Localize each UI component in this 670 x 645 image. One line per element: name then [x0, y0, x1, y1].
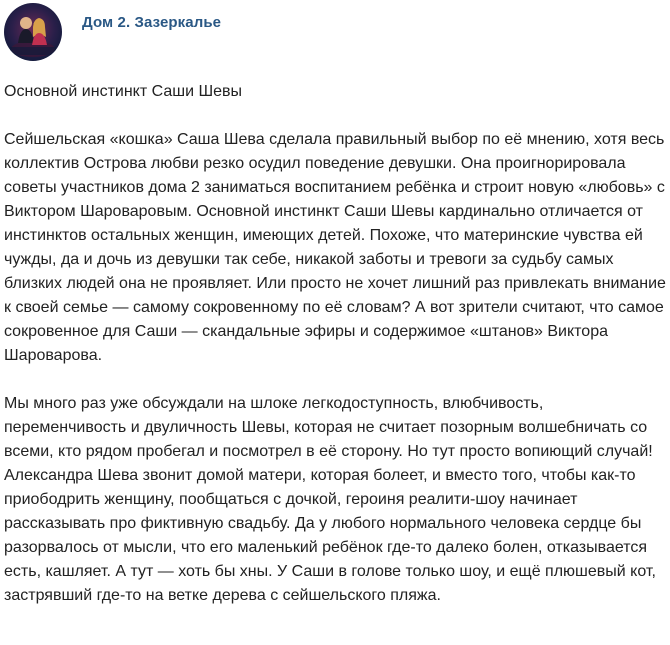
post-paragraph-1: Сейшельская «кошка» Саша Шева сделала правильный выбор по её мнению, хотя весь коллектив Острова любви резко осудил поведение девушки. Она проигнорировала советы участников дома 2 заниматься воспитанием ребёнка и строит новую «любовь» с Виктором Шароваровым. Основной инстинкт Саши Шевы кардинально отличается от инстинктов остальных женщин, имеющих детей. Похоже, что материнские чувства ей чужды, да и дочь из девушки так себе, никакой заботы и тревоги за судьбу самых близких людей она не проявляет. Или просто не хочет лишний раз привлекать внимание к своей семье — самому сокровенному по её словам? А вот зрители считают, что самое сокровенное для Саши — скандальные эфиры и содержимое «штанов» Виктора Шароварова. — [4, 131, 666, 364]
group-avatar-icon — [4, 3, 62, 61]
group-name-link[interactable]: Дом 2. Зазеркалье — [82, 13, 222, 31]
post-header — [4, 0, 221, 64]
post-title: Основной инстинкт Саши Шевы — [4, 83, 243, 100]
post-text — [4, 80, 666, 632]
group-avatar[interactable] — [4, 3, 62, 61]
post-paragraph-2: Мы много раз уже обсуждали на шлоке легкодоступность, влюбчивость, переменчивость и двуличность Шевы, которая не считает позорным волшебничать со всеми, кто рядом пробегал и посмотрел в её сторону. Но тут просто вопиющий случай! Александра Шева звонит домой матери, которая болеет, и вместо того, чтобы как-то приободрить женщину, пообщаться с дочкой, героиня реалити-шоу начинает рассказывать про фиктивную свадьбу. Да у любого нормального человека сердце бы разорвалось от мысли, что его маленький ребёнок где-то далеко болен, отказывается есть, кашляет. А тут — хоть бы хны. У Саши в голове только шоу, и ещё плюшевый кот, застрявший где-то на ветке дерева с сейшельского пляжа. — [4, 395, 656, 604]
